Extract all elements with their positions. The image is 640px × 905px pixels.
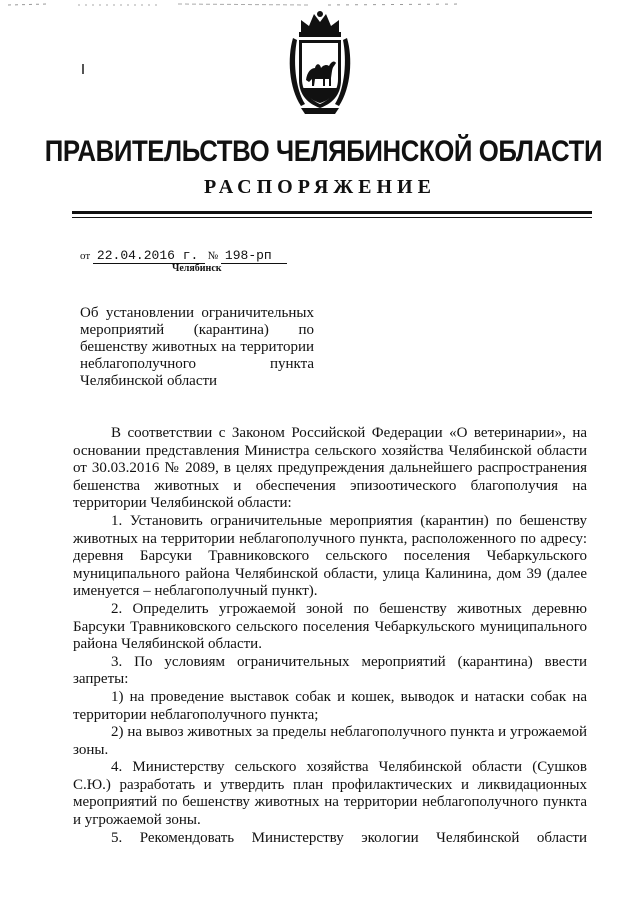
document-type: РАСПОРЯЖЕНИЕ (204, 176, 436, 198)
city-label: Челябинск (172, 263, 222, 274)
clause-4: 4. Министерству сельского хозяйства Челябинской области (Сушков С.Ю.) разработать и утвердить план профилактических и ликвидационных мероприятий по бешенству животных на территории неблагополучного пункта и угрожаемой зоны. (73, 759, 587, 829)
clause-3: 3. По условиям ограничительных мероприятий (карантина) ввести запреты: (73, 653, 587, 688)
scan-noise (8, 2, 468, 8)
coat-of-arms-emblem (287, 8, 353, 116)
clause-3-item-2: 2) на вывоз животных за пределы неблагополучного пункта и угрожаемой зоны. (73, 724, 587, 758)
number-prefix: № (207, 250, 219, 262)
clause-2: 2. Определить угрожаемой зоной по бешенству животных деревню Барсуки Травниковского сельского поселения Чебаркульского муниципального района Челябинской области. (73, 600, 587, 653)
government-title: ПРАВИТЕЛЬСТВО ЧЕЛЯБИНСКОЙ ОБЛАСТИ (44, 135, 603, 168)
document-subject: Об установлении ограничительных мероприятий (карантина) по бешенству животных на территории неблагополучного пункта Челябинской области (80, 305, 314, 389)
scan-mark (82, 64, 84, 74)
clause-1: 1. Установить ограничительные мероприятия (карантин) по бешенству животных на территории неблагополучного пункта, расположенного по адресу: деревня Барсуки Травниковского сельского поселения Чебаркульского муниципального района Челябинской области, улица Калинина, дом 39 (далее именуется – неблагополучный пункт). (73, 512, 587, 600)
clause-5: 5. Рекомендовать Министерству экологии Челябинской области (111, 829, 587, 846)
header-rule-thin (72, 217, 592, 218)
date-number-line (80, 248, 287, 264)
header-rule-thick (72, 211, 592, 214)
clause-3-item-1: 1) на проведение выставок собак и кошек, выводок и натаски собак на территории неблагополучного пункта; (73, 688, 587, 723)
document-date: 22.04.2016 г. (93, 248, 205, 264)
document-number: 198-рп (221, 248, 287, 264)
preamble-paragraph: В соответствии с Законом Российской Федерации «О ветеринарии», на основании представления Министра сельского хозяйства Челябинской области от 30.03.2016 № 2089, в целях предупреждения дальнейшего распространения бешенства животных и обеспечения эпизоотического благополучия на территории Челябинской области: (73, 425, 587, 512)
date-prefix: от (80, 250, 91, 262)
document-body (73, 425, 587, 847)
